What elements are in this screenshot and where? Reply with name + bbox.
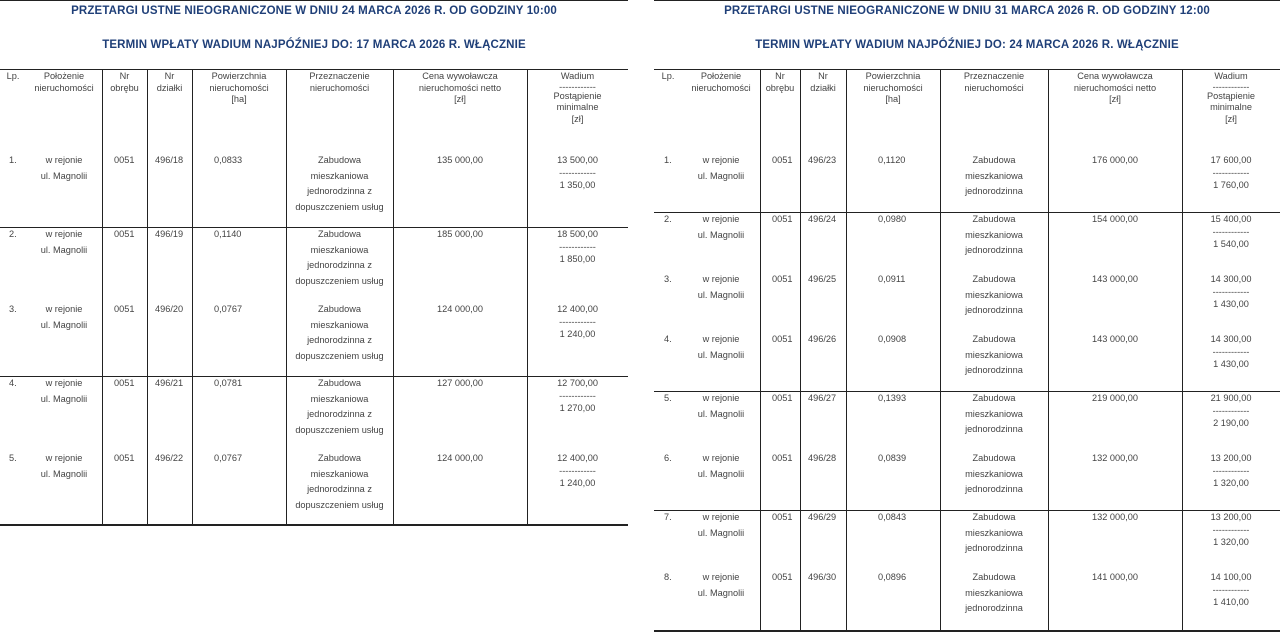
row-number: 3.: [9, 304, 17, 314]
column-header-line: Nr: [164, 71, 175, 81]
row-plot: 496/26: [808, 334, 837, 344]
row-plot: 496/23: [808, 155, 837, 165]
row-location-line: w rejonie: [45, 229, 83, 239]
row-purpose: [286, 376, 393, 438]
row-purpose-line: jednorodzinna: [965, 543, 1023, 553]
deposit-value: 15 400,00: [1210, 214, 1252, 224]
row-purpose-line: jednorodzinna: [965, 186, 1023, 196]
deposit-separator: ------------: [1212, 286, 1250, 297]
min-increment: 1 240,00: [559, 477, 596, 488]
min-increment: 1 410,00: [1213, 596, 1249, 607]
row-location-line: ul. Magnolii: [40, 393, 88, 404]
row-deposit: [1182, 272, 1280, 312]
table-bottom-rule: [654, 630, 1280, 632]
row-purpose-line: jednorodzinna z: [307, 335, 372, 345]
row-plot: 496/22: [155, 453, 184, 463]
deposit-separator: ------------: [559, 241, 596, 252]
row-location: [682, 212, 760, 243]
row-precinct: 0051: [772, 214, 793, 224]
row-location-line: w rejonie: [702, 155, 740, 165]
row-location: [26, 451, 102, 482]
row-location-line: w rejonie: [702, 572, 740, 582]
row-price: 185 000,00: [437, 229, 483, 239]
row-location-line: ul. Magnolii: [697, 170, 745, 181]
row-deposit: [1182, 153, 1280, 193]
row-area: 0,1140: [214, 229, 242, 239]
row-purpose-line: jednorodzinna z: [307, 260, 372, 270]
row-deposit: [527, 153, 628, 193]
deposit-separator: ------------: [1212, 346, 1250, 357]
row-location-line: w rejonie: [702, 512, 740, 522]
row-plot: 496/19: [155, 229, 184, 239]
column-header-polozenie: [26, 71, 102, 94]
row-area: 0,1393: [878, 393, 907, 403]
row-price: 132 000,00: [1092, 453, 1138, 463]
deposit-separator: ------------: [1212, 226, 1250, 237]
row-purpose-line: jednorodzinna: [965, 424, 1023, 434]
row-purpose-line: Zabudowa: [318, 155, 361, 165]
row-price: 176 000,00: [1092, 155, 1138, 165]
row-plot: 496/20: [155, 304, 184, 314]
min-increment: 1 760,00: [1213, 179, 1249, 190]
row-number: 4.: [9, 378, 17, 388]
deposit-separator: ------------: [1212, 405, 1250, 416]
row-location: [682, 272, 760, 303]
row-location: [682, 153, 760, 184]
column-header-powierzchnia: [192, 71, 286, 106]
row-price: 154 000,00: [1092, 214, 1138, 224]
row-location-line: ul. Magnolii: [40, 170, 88, 181]
row-location-line: ul. Magnolii: [697, 289, 745, 300]
row-location-line: w rejonie: [45, 304, 83, 314]
row-purpose: [286, 302, 393, 364]
column-header-line: nieruchomości netto: [418, 82, 502, 93]
row-location: [682, 570, 760, 601]
row-area: 0,0980: [878, 214, 907, 224]
row-number: 5.: [9, 453, 17, 463]
row-location-line: w rejonie: [702, 453, 740, 463]
deposit-value: 13 200,00: [1210, 512, 1252, 522]
row-purpose-line: dopuszczeniem usług: [295, 201, 384, 212]
row-purpose-line: Zabudowa: [972, 214, 1016, 224]
row-price: 135 000,00: [437, 155, 483, 165]
column-header-line: Przeznaczenie: [309, 71, 370, 81]
row-location: [682, 510, 760, 541]
row-number: 3.: [664, 274, 672, 284]
row-purpose-line: mieszkaniowa: [310, 170, 369, 181]
row-purpose-line: mieszkaniowa: [965, 468, 1023, 479]
row-purpose-line: Zabudowa: [318, 304, 361, 314]
column-header-line: [ha]: [231, 94, 247, 104]
row-purpose-line: Zabudowa: [972, 453, 1016, 463]
column-divider: [147, 69, 148, 524]
deposit-value: 12 400,00: [557, 453, 598, 463]
column-header-line: Cena wywoławcza: [422, 71, 498, 81]
column-header-line: [zł]: [1225, 113, 1237, 124]
row-price: 219 000,00: [1092, 393, 1138, 403]
row-plot: 496/29: [808, 512, 837, 522]
row-purpose: [286, 451, 393, 513]
column-header-line: Położenie: [700, 71, 742, 81]
row-location-line: w rejonie: [45, 155, 83, 165]
column-header-cena: [1048, 71, 1182, 106]
row-purpose-line: mieszkaniowa: [310, 319, 369, 330]
row-plot: 496/27: [808, 393, 837, 403]
row-price: 124 000,00: [437, 453, 483, 463]
row-purpose-line: mieszkaniowa: [310, 468, 369, 479]
column-header-wadium: [527, 71, 628, 125]
column-header-line: nieruchomości: [863, 82, 923, 93]
column-header-line: Nr: [775, 71, 785, 81]
column-header-line: Cena wywoławcza: [1077, 71, 1153, 81]
row-deposit: [527, 451, 628, 491]
row-deposit: [1182, 510, 1280, 550]
row-precinct: 0051: [772, 155, 793, 165]
row-purpose-line: jednorodzinna z: [307, 409, 372, 419]
row-deposit: [527, 376, 628, 416]
row-number: 1.: [664, 155, 672, 165]
column-header-line: nieruchomości: [691, 82, 751, 93]
column-header-line: [ha]: [885, 94, 901, 104]
row-purpose-line: jednorodzinna: [965, 245, 1023, 255]
row-area: 0,0781: [214, 378, 243, 388]
deposit-separator: ------------: [559, 465, 596, 476]
row-precinct: 0051: [772, 393, 793, 403]
deposit-value: 18 500,00: [557, 229, 598, 239]
column-divider: [846, 69, 847, 630]
row-price: 124 000,00: [437, 304, 483, 314]
row-location-line: w rejonie: [45, 453, 83, 463]
row-location-line: w rejonie: [702, 214, 740, 224]
deposit-separator: ------------: [559, 167, 596, 178]
row-purpose-line: jednorodzinna: [965, 305, 1023, 315]
deposit-separator: ------------: [1212, 465, 1250, 476]
column-header-dzialka: [147, 71, 192, 94]
row-number: 5.: [664, 393, 672, 403]
row-plot: 496/24: [808, 214, 837, 224]
column-header-line: Przeznaczenie: [963, 71, 1025, 81]
column-header-line: Wadium: [560, 71, 595, 81]
deposit-deadline: TERMIN WPŁATY WADIUM NAJPÓŹNIEJ DO: 24 MARCA 2026 R. WŁĄCZNIE: [755, 39, 1179, 51]
deposit-separator: ------------: [1212, 524, 1250, 535]
row-price: 141 000,00: [1092, 572, 1138, 582]
row-area: 0,0839: [878, 453, 907, 463]
column-header-line: nieruchomości: [964, 82, 1024, 93]
row-location-line: ul. Magnolii: [697, 587, 745, 598]
column-header-cena: [393, 71, 527, 106]
row-location: [26, 302, 102, 333]
row-plot: 496/25: [808, 274, 837, 284]
column-header-obreb: [102, 71, 147, 94]
row-price: 127 000,00: [437, 378, 483, 388]
column-header-line: minimalne: [1210, 102, 1252, 112]
panel-title: PRZETARGI USTNE NIEOGRANICZONE W DNIU 31 MARCA 2026 R. OD GODZINY 12:00: [724, 5, 1210, 17]
row-purpose: [940, 510, 1048, 557]
column-header-line: nieruchomości netto: [1073, 82, 1157, 93]
min-increment: 1 270,00: [559, 402, 596, 413]
row-deposit: [1182, 332, 1280, 372]
column-header-line: ------------: [1212, 81, 1250, 92]
row-number: 6.: [664, 453, 672, 463]
column-header-line: działki: [156, 82, 183, 93]
table-bottom-rule: [0, 524, 628, 526]
row-purpose-line: mieszkaniowa: [965, 289, 1023, 300]
row-area: 0,1120: [878, 155, 906, 165]
row-location-line: ul. Magnolii: [697, 229, 745, 240]
deposit-value: 12 700,00: [557, 378, 598, 388]
deposit-value: 14 300,00: [1210, 274, 1252, 284]
row-precinct: 0051: [114, 229, 135, 239]
column-divider: [760, 69, 761, 630]
row-number: 8.: [664, 572, 672, 582]
row-purpose-line: mieszkaniowa: [965, 527, 1023, 538]
row-plot: 496/21: [155, 378, 184, 388]
row-deposit: [1182, 451, 1280, 491]
row-purpose-line: Zabudowa: [972, 274, 1016, 284]
row-purpose-line: Zabudowa: [972, 393, 1016, 403]
deposit-value: 21 900,00: [1210, 393, 1252, 403]
row-purpose-line: dopuszczeniem usług: [295, 275, 384, 286]
row-area: 0,0908: [878, 334, 907, 344]
row-location-line: w rejonie: [702, 334, 740, 344]
row-purpose-line: mieszkaniowa: [965, 408, 1023, 419]
row-price: 143 000,00: [1092, 334, 1138, 344]
column-header-line: [zł]: [571, 113, 584, 124]
column-header-line: Powierzchnia: [211, 71, 267, 81]
column-divider: [800, 69, 801, 630]
row-purpose-line: Zabudowa: [318, 453, 361, 463]
deposit-value: 17 600,00: [1210, 155, 1252, 165]
row-purpose: [286, 227, 393, 289]
row-plot: 496/30: [808, 572, 837, 582]
row-location-line: w rejonie: [702, 393, 740, 403]
row-number: 7.: [664, 512, 672, 522]
row-precinct: 0051: [114, 304, 135, 314]
row-location-line: w rejonie: [45, 378, 83, 388]
column-header-line: działki: [810, 82, 836, 93]
row-purpose: [940, 332, 1048, 379]
row-price: 132 000,00: [1092, 512, 1138, 522]
column-header-wadium: [1182, 71, 1280, 125]
column-header-line: Lp.: [6, 71, 20, 81]
row-deposit: [1182, 570, 1280, 610]
column-header-line: nieruchomości: [34, 82, 94, 93]
row-area: 0,0896: [878, 572, 907, 582]
min-increment: 1 320,00: [1213, 477, 1249, 488]
row-precinct: 0051: [772, 334, 793, 344]
column-header-przeznaczenie: [286, 71, 393, 94]
min-increment: 1 540,00: [1213, 238, 1249, 249]
row-purpose-line: Zabudowa: [972, 155, 1016, 165]
column-header-line: Postąpienie: [1206, 90, 1255, 101]
row-location-line: w rejonie: [702, 274, 740, 284]
row-number: 2.: [664, 214, 672, 224]
row-purpose: [286, 153, 393, 215]
row-area: 0,0767: [214, 453, 243, 463]
row-location: [682, 391, 760, 422]
deposit-separator: ------------: [1212, 584, 1250, 595]
column-header-lp: [654, 71, 682, 83]
column-header-polozenie: [682, 71, 760, 94]
deposit-separator: ------------: [559, 390, 596, 401]
column-header-line: nieruchomości: [309, 82, 370, 93]
row-purpose-line: jednorodzinna: [965, 484, 1023, 494]
row-area: 0,0843: [878, 512, 907, 522]
deposit-value: 12 400,00: [557, 304, 598, 314]
row-location: [26, 153, 102, 184]
row-location-line: ul. Magnolii: [40, 244, 88, 255]
deposit-value: 13 500,00: [557, 155, 598, 165]
row-purpose-line: dopuszczeniem usług: [295, 350, 384, 361]
min-increment: 1 240,00: [559, 328, 596, 339]
header-rule: [0, 69, 628, 70]
row-location: [682, 451, 760, 482]
row-purpose-line: mieszkaniowa: [310, 393, 369, 404]
row-location-line: ul. Magnolii: [697, 527, 745, 538]
panel-title: PRZETARGI USTNE NIEOGRANICZONE W DNIU 24 MARCA 2026 R. OD GODZINY 10:00: [71, 5, 557, 17]
row-purpose-line: dopuszczeniem usług: [295, 424, 384, 435]
min-increment: 2 190,00: [1213, 417, 1249, 428]
top-rule: [654, 0, 1280, 1]
row-purpose-line: jednorodzinna z: [307, 484, 372, 494]
row-location: [26, 227, 102, 258]
min-increment: 1 320,00: [1213, 536, 1249, 547]
row-purpose-line: mieszkaniowa: [965, 587, 1023, 598]
column-header-dzialka: [800, 71, 846, 94]
column-header-lp: [0, 71, 26, 83]
column-header-line: Lp.: [661, 71, 675, 81]
row-deposit: [1182, 391, 1280, 431]
column-header-line: nieruchomości: [209, 82, 269, 93]
row-location: [682, 332, 760, 363]
row-precinct: 0051: [772, 274, 793, 284]
row-purpose-line: mieszkaniowa: [310, 244, 369, 255]
deposit-separator: ------------: [1212, 167, 1250, 178]
column-header-line: Nr: [818, 71, 828, 81]
row-location-line: ul. Magnolii: [697, 468, 745, 479]
column-header-line: Powierzchnia: [865, 71, 921, 81]
row-location-line: ul. Magnolii: [697, 349, 745, 360]
row-purpose-line: mieszkaniowa: [965, 349, 1023, 360]
row-purpose-line: Zabudowa: [972, 512, 1016, 522]
deposit-value: 14 300,00: [1210, 334, 1252, 344]
row-price: 143 000,00: [1092, 274, 1138, 284]
min-increment: 1 350,00: [559, 179, 596, 190]
column-header-line: [zł]: [1109, 94, 1121, 104]
deposit-value: 13 200,00: [1210, 453, 1252, 463]
min-increment: 1 430,00: [1213, 358, 1249, 369]
column-divider: [102, 69, 103, 524]
row-number: 2.: [9, 229, 17, 239]
header-rule: [654, 69, 1280, 70]
row-purpose-line: Zabudowa: [972, 572, 1016, 582]
row-area: 0,0911: [878, 274, 906, 284]
column-divider: [192, 69, 193, 524]
row-purpose-line: Zabudowa: [972, 334, 1016, 344]
min-increment: 1 850,00: [559, 253, 596, 264]
row-purpose-line: mieszkaniowa: [965, 170, 1023, 181]
row-number: 1.: [9, 155, 17, 165]
row-purpose: [940, 272, 1048, 319]
column-header-obreb: [760, 71, 800, 94]
row-purpose-line: jednorodzinna z: [307, 186, 372, 196]
column-header-line: Postąpienie: [553, 90, 602, 101]
row-purpose-line: dopuszczeniem usług: [295, 499, 384, 510]
row-deposit: [527, 227, 628, 267]
row-location-line: ul. Magnolii: [40, 468, 88, 479]
row-location-line: ul. Magnolii: [40, 319, 88, 330]
row-precinct: 0051: [772, 453, 793, 463]
row-purpose-line: Zabudowa: [318, 378, 361, 388]
row-location-line: ul. Magnolii: [697, 408, 745, 419]
deposit-value: 14 100,00: [1210, 572, 1252, 582]
row-area: 0,0767: [214, 304, 243, 314]
column-header-line: [zł]: [454, 94, 466, 104]
column-header-line: Nr: [119, 71, 130, 81]
deposit-deadline: TERMIN WPŁATY WADIUM NAJPÓŹNIEJ DO: 17 MARCA 2026 R. WŁĄCZNIE: [102, 39, 526, 51]
row-purpose: [940, 391, 1048, 438]
column-header-line: Położenie: [43, 71, 85, 81]
row-deposit: [1182, 212, 1280, 252]
row-location: [26, 376, 102, 407]
row-purpose-line: jednorodzinna: [965, 603, 1023, 613]
row-precinct: 0051: [772, 512, 793, 522]
deposit-separator: ------------: [559, 316, 596, 327]
column-header-line: Wadium: [1214, 71, 1248, 81]
row-plot: 496/18: [155, 155, 184, 165]
column-header-powierzchnia: [846, 71, 940, 106]
column-header-line: minimalne: [556, 102, 599, 112]
row-purpose: [940, 451, 1048, 498]
row-purpose-line: mieszkaniowa: [965, 229, 1023, 240]
row-purpose: [940, 570, 1048, 617]
min-increment: 1 430,00: [1213, 298, 1249, 309]
row-deposit: [527, 302, 628, 342]
row-precinct: 0051: [114, 378, 135, 388]
row-purpose: [940, 153, 1048, 200]
row-precinct: 0051: [114, 453, 135, 463]
row-area: 0,0833: [214, 155, 243, 165]
row-number: 4.: [664, 334, 672, 344]
column-header-line: ------------: [559, 81, 596, 92]
top-rule: [0, 0, 628, 1]
row-purpose: [940, 212, 1048, 259]
row-precinct: 0051: [772, 572, 793, 582]
row-plot: 496/28: [808, 453, 837, 463]
column-header-line: obrębu: [765, 82, 795, 93]
row-purpose-line: Zabudowa: [318, 229, 361, 239]
column-header-line: obrębu: [110, 82, 139, 93]
column-header-przeznaczenie: [940, 71, 1048, 94]
row-precinct: 0051: [114, 155, 135, 165]
row-purpose-line: jednorodzinna: [965, 365, 1023, 375]
